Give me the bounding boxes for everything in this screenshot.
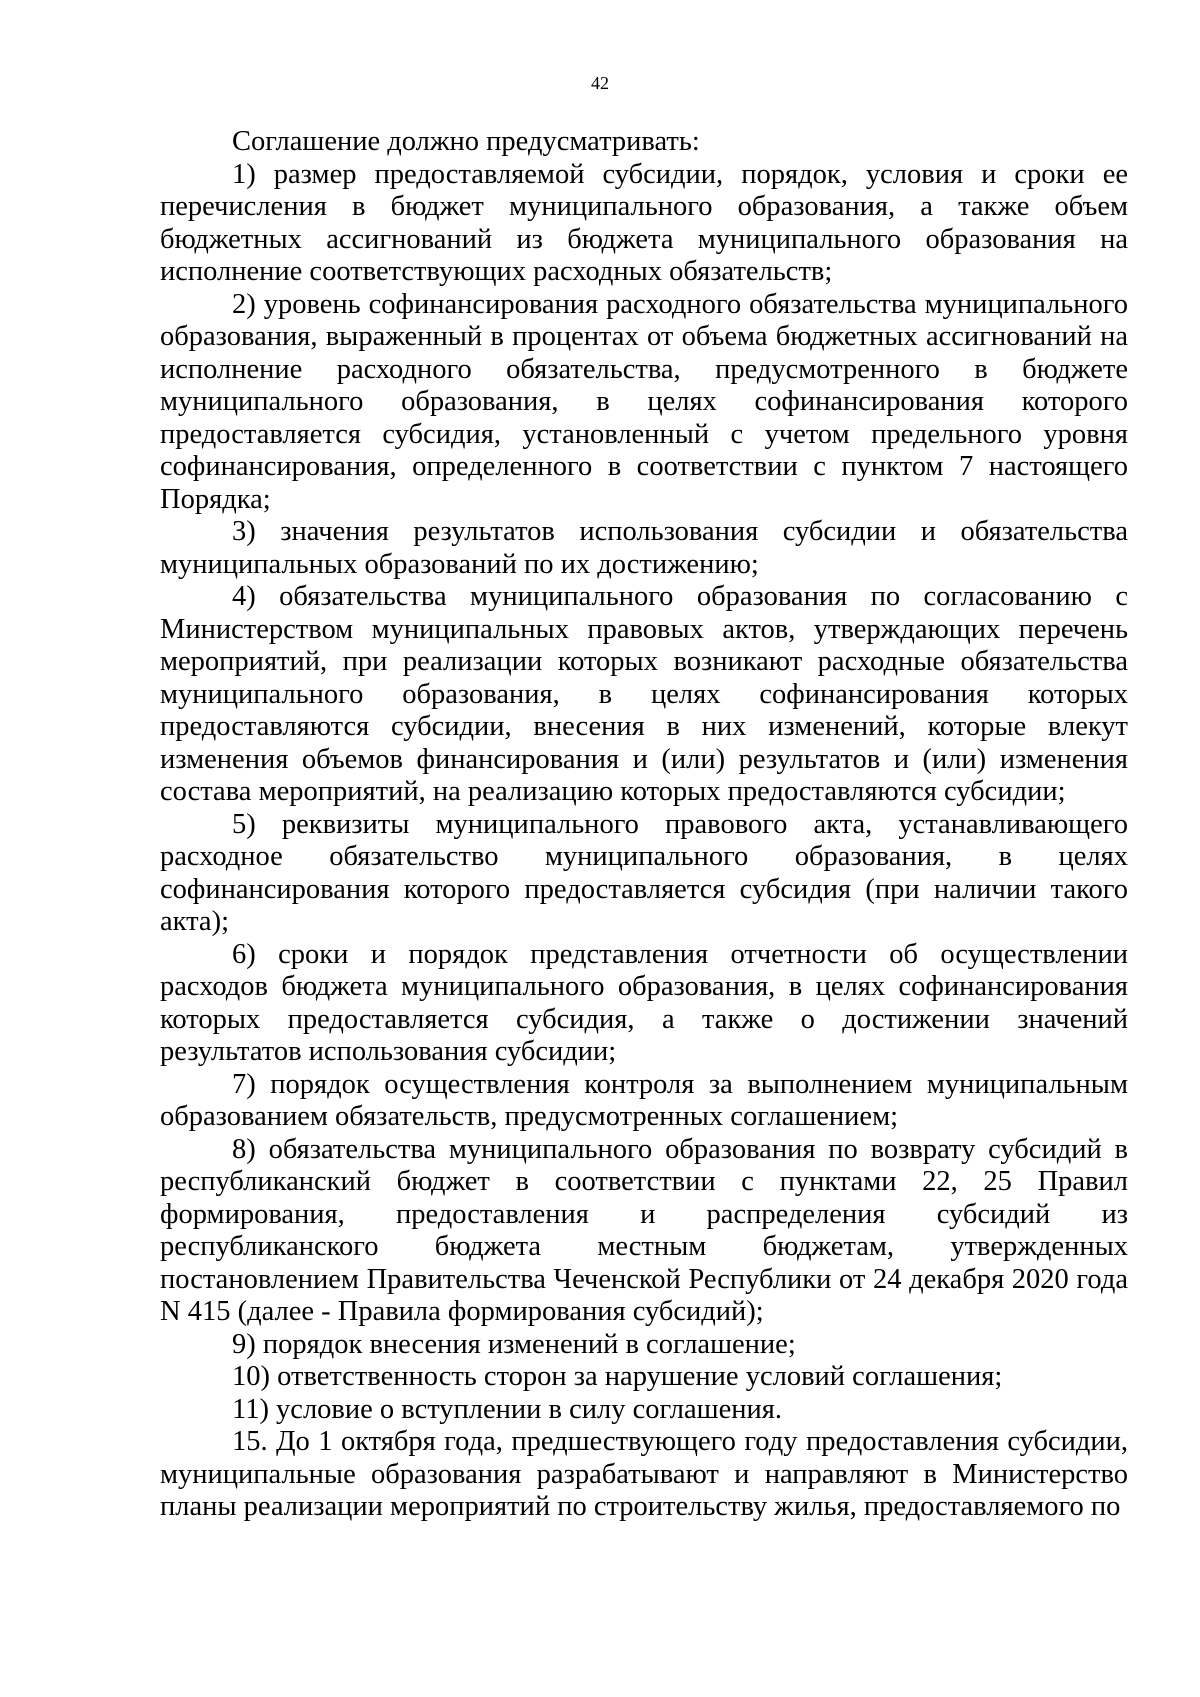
paragraph-item-5: 5) реквизиты муниципального правового акта, устанавливающего расходное обязательство муниципального образования, в целях софинансирования которого предоставляется субсидия (при наличии такого акта); [160, 808, 1128, 937]
paragraph-item-4: 4) обязательства муниципального образования по согласованию с Министерством муниципальных правовых актов, утверждающих перечень мероприятий, при реализации которых возникают расходные обязательства муниципального образования, в целях софинансирования которых предоставляются субсидии, внесения в них изменений, которые влекут изменения объемов финансирования и (или) результатов и (или) изменения состава мероприятий, на реализацию которых предоставляются субсидии; [160, 581, 1128, 807]
paragraph-item-11: 11) условие о вступлении в силу соглашения. [232, 1393, 782, 1425]
paragraph-item-9: 9) порядок внесения изменений в соглашение; [232, 1328, 796, 1360]
paragraph-item-8: 8) обязательства муниципального образования по возврату субсидий в республиканский бюджет в соответствии с пунктами 22, 25 Правил формирования, предоставления и распределения субсидий из республиканского бюджета местным бюджетам, утвержденных постановлением Правительства Чеченской Республики от 24 декабря 2020 года N 415 (далее - Правила формирования субсидий); [160, 1133, 1128, 1327]
paragraph-item-3: 3) значения результатов использования субсидии и обязательства муниципальных образований по их достижению; [160, 516, 1128, 580]
paragraph-item-6: 6) сроки и порядок представления отчетности об осуществлении расходов бюджета муниципального образования, в целях софинансирования которых предоставляется субсидия, а также о достижении значений результатов использования субсидии; [160, 938, 1128, 1067]
document-body [160, 126, 1128, 1524]
paragraph-section-15: 15. До 1 октября года, предшествующего году предоставления субсидии, муниципальные образования разрабатывают и направляют в Министерство планы реализации мероприятий по строительству жилья, предоставляемого по [160, 1426, 1128, 1522]
paragraph-item-1: 1) размер предоставляемой субсидии, порядок, условия и сроки ее перечисления в бюджет муниципального образования, а также объем бюджетных ассигнований из бюджета муниципального образования на исполнение соответствующих расходных обязательств; [160, 158, 1128, 287]
paragraph-item-10: 10) ответственность сторон за нарушение условий соглашения; [232, 1361, 1003, 1392]
paragraph-item-2: 2) уровень софинансирования расходного обязательства муниципального образования, выраженный в процентах от объема бюджетных ассигнований на исполнение расходного обязательства, предусмотренного в бюджете муниципального образования, в целях софинансирования которого предоставляется субсидия, установленный с учетом предельного уровня софинансирования, определенного в соответствии с пунктом 7 настоящего Порядка; [160, 288, 1128, 515]
paragraph-item-7: 7) порядок осуществления контроля за выполнением муниципальным образованием обязательств, предусмотренных соглашением; [160, 1068, 1128, 1132]
paragraph-intro: Соглашение должно предусматривать: [232, 126, 700, 157]
page-number: 42 [591, 73, 609, 93]
